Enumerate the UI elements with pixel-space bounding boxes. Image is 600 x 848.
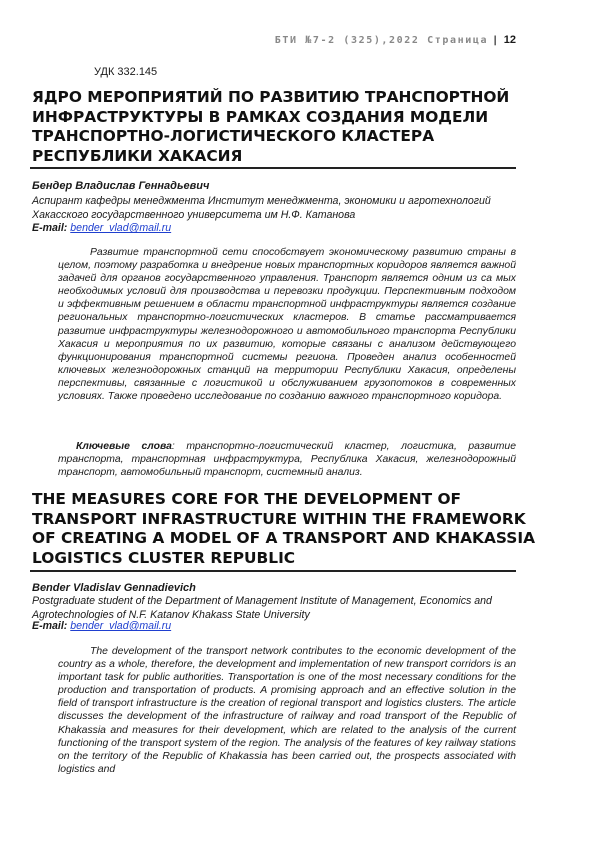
author-name-ru: Бендер Владислав Геннадьевич	[32, 180, 210, 192]
title-rule-en	[30, 570, 516, 572]
email-link-en[interactable]: bender_vlad@mail.ru	[70, 620, 172, 632]
author-name-en: Bender Vladislav Gennadievich	[32, 582, 196, 594]
author-affiliation-ru: Аспирант кафедры менеджмента Институт менеджмента, экономики и агротехнологий Хакасского государственного университета им Н.Ф. Катанова	[32, 195, 491, 221]
abstract-ru: Развитие транспортной сети способствует экономическому развитию страны в целом, поэтому разработка и внедрение новых транспортных коридоров является важной задачей для органов государственного управления. Транспорт является одним из са мых необходимых условий для производства и перевозки продукции. Перспективным подходом и эффективным решением в области транспортной инфраструктуры является создание региональных транспортно-логистических кластеров. В статье рассматривается развитие инфраструктуры железнодорожного и автомобильного транспорта Республики Хакасия и мероприятия по их развитию, которые связаны с анализом действующего функционирования транспортной системы региона. Проведен анализ особенностей ключевых железнодорожных станций на территории Республики Хакасия, определены перспективы, связанные с логистикой и обслуживанием грузопотоков в современных условиях. Также проведено исследование по созданию важного транспортного коридора.	[58, 247, 516, 403]
abstract-en: The development of the transport network contributes to the economic development of the country as a whole, therefore, the development and implementation of new transport corridors is an important task for public authorities. Transportation is one of the most necessary conditions for the production and transportation of products. A promising approach and an effective solution in the field of transport infrastructure is the creation of regional transport and logistics clusters. The article discusses the development of the infrastructure of railway and road transport of the Republic of Khakassia and measures for their development, which are related to the analysis of the current functioning of the transport system of the region. The analysis of the features of key railway stations on the territory of the Republic of Khakassia has been carried out, the prospects associated with logistics and	[58, 646, 516, 775]
email-label-en: E-mail:	[32, 620, 68, 632]
author-email-en	[32, 620, 171, 632]
article-title-ru: ЯДРО МЕРОПРИЯТИЙ ПО РАЗВИТИЮ ТРАНСПОРТНОЙ ИНФРАСТРУКТУРЫ В РАМКАХ СОЗДАНИЯ МОДЕЛИ ТРАНСПОРТНО-ЛОГИСТИЧЕСКОГО КЛАСТЕРА РЕСПУБЛИКИ ХАКАСИЯ	[32, 88, 510, 165]
running-header	[275, 34, 516, 46]
keywords-ru	[58, 440, 516, 479]
udk-code: УДК 332.145	[94, 66, 158, 78]
email-label-ru: E-mail:	[32, 222, 68, 234]
article-title-en: THE MEASURES CORE FOR THE DEVELOPMENT OF TRANSPORT INFRASTRUCTURE WITHIN THE FRAMEWORK OF CREATING A MODEL OF A TRANSPORT AND KHAKASSIA LOGISTICS CLUSTER REPUBLIC	[32, 490, 535, 567]
email-link-ru[interactable]: bender_vlad@mail.ru	[70, 222, 172, 234]
title-rule-ru	[30, 167, 516, 169]
author-email-ru	[32, 222, 171, 234]
page-number: 12	[503, 34, 516, 46]
author-affiliation-en: Postgraduate student of the Department of Management Institute of Management, Economics and Agrotechnologies of N.F. Katanov Khakass State University	[32, 595, 492, 621]
header-separator: |	[492, 35, 500, 46]
keywords-label-ru: Ключевые слова	[76, 441, 172, 452]
keywords-list-ru: : транспортно-логистический кластер, логистика, развитие транспорта, транспортная инфраструктура, Республика Хакасия, железнодорожный транспорт, автомобильный транспорт, системный анализ.	[58, 441, 516, 479]
journal-issue: БТИ №7-2 (325),2022 Страница	[274, 35, 489, 46]
